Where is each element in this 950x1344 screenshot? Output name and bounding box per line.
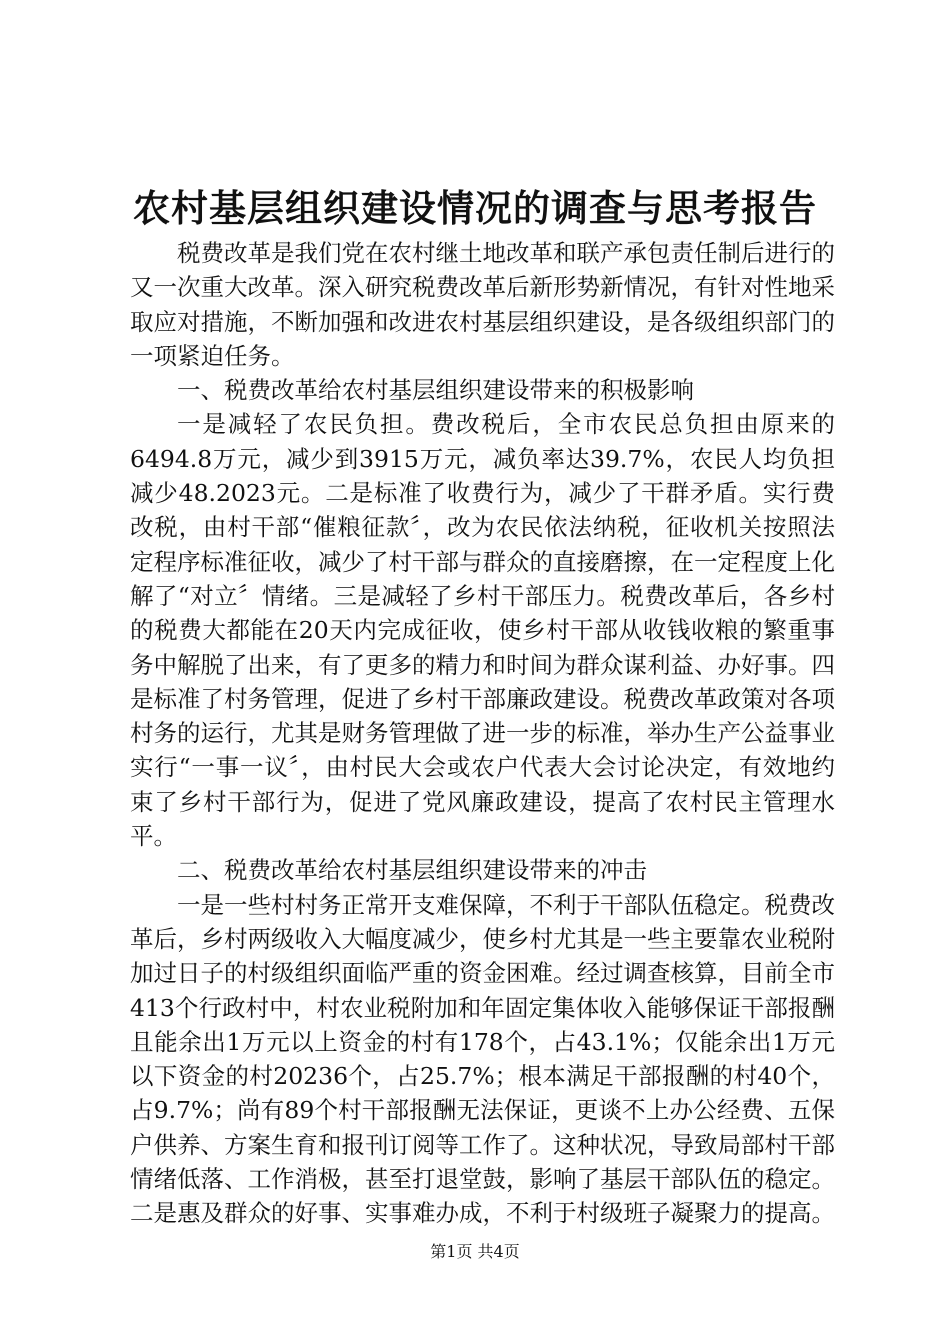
document-body	[130, 236, 835, 1231]
paragraph-intro: 税费改革是我们党在农村继土地改革和联产承包责任制后进行的又一次重大改革。深入研究税费改革后新形势新情况，有针对性地采取应对措施，不断加强和改进农村基层组织建设，是各级组织部门的一项紧迫任务。	[130, 239, 835, 370]
paragraph-positive-effects: 一是减轻了农民负担。费改税后，全市农民总负担由原来的6494.8万元，减少到3915万元，减负率达39.7%，农民人均负担减少48.2023元。二是标准了收费行为，减少了干群矛盾。实行费改税，由村干部“催粮征款〞，改为农民依法纳税，征收机关按照法定程序标准征收，减少了村干部与群众的直接磨擦，在一定程度上化解了“对立〞情绪。三是减轻了乡村干部压力。税费改革后，各乡村的税费大都能在20天内完成征收，使乡村干部从收钱收粮的繁重事务中解脱了出来，有了更多的精力和时间为群众谋利益、办好事。四是标准了村务管理，促进了乡村干部廉政建设。税费改革政策对各项村务的运行，尤其是财务管理做了进一步的标准，举办生产公益事业实行“一事一议〞，由村民大会或农户代表大会讨论决定，有效地约束了乡村干部行为，促进了党风廉政建设，提高了农村民主管理水平。	[130, 410, 835, 851]
section-heading-2: 二、税费改革给农村基层组织建设带来的冲击	[177, 856, 647, 885]
document-title: 农村基层组织建设情况的调查与思考报告	[133, 186, 817, 230]
section-heading-1: 一、税费改革给农村基层组织建设带来的积极影响	[177, 376, 694, 405]
paragraph-impacts: 一是一些村村务正常开支难保障，不利于干部队伍稳定。税费改革后，乡村两级收入大幅度减少，使乡村尤其是一些主要靠农业税附加过日子的村级组织面临严重的资金困难。经过调查核算，目前全市413个行政村中，村农业税附加和年固定集体收入能够保证干部报酬且能余出1万元以上资金的村有178个，占43.1%；仅能余出1万元以下资金的村20236个，占25.7%；根本满足干部报酬的村40个，占9.7%；尚有89个村干部报酬无法保证，更谈不上办公经费、五保户供养、方案生育和报刊订阅等工作了。这种状况，导致局部村干部情绪低落、工作消极，甚至打退堂鼓，影响了基层干部队伍的稳定。二是惠及群众的好事、实事难办成，不利于村级班子凝聚力的提高。	[130, 890, 835, 1228]
page-number-footer: 第1页 共4页	[430, 1242, 520, 1261]
